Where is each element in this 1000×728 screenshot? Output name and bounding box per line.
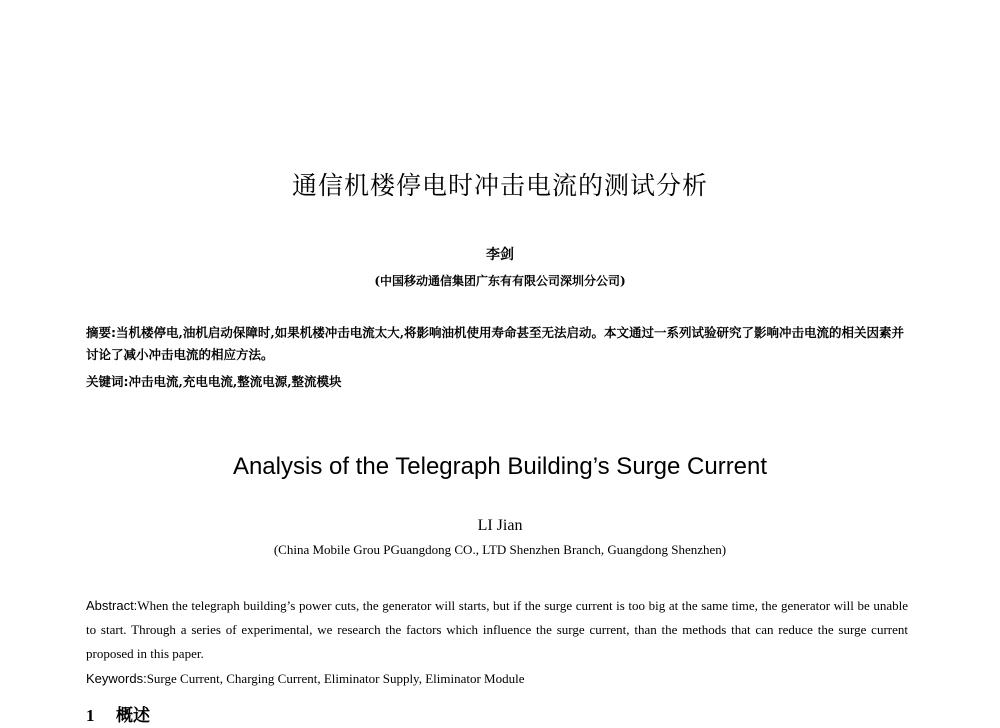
abstract-text-chinese: 当机楼停电,油机启动保障时,如果机楼冲击电流太大,将影响油机使用寿命甚至无法启动。本文通过一系列试验研究了影响冲击电流的相关因素并讨论了减小冲击电流的相应方法。 [86,325,905,362]
keywords-text-chinese: 冲击电流,充电电流,整流电源,整流模块 [128,374,342,389]
keywords-label-english: Keywords: [86,671,147,686]
author-affiliation-chinese: (中国移动通信集团广东有有限公司深圳分公司) [374,274,626,288]
abstract-english [86,594,908,666]
paper-title-english: Analysis of the Telegraph Building’s Surge Current [232,453,768,480]
keywords-text-english: Surge Current, Charging Current, Eliminator Supply, Eliminator Module [146,671,525,686]
paper-title-chinese: 通信机楼停电时冲击电流的测试分析 [291,171,708,200]
author-name-english: LI Jian [477,517,523,534]
author-name-chinese: 李剑 [486,247,514,263]
abstract-chinese [86,322,916,366]
section-heading [86,704,150,728]
abstract-text-english: When the telegraph building’s power cuts, the generator will starts, but if the surge current is too big at the same time, the generator will be unable to start. Through a series of experimental, we research the factors which influence the surge current, than the methods that can reduce the surge current proposed in this paper. [86,598,908,661]
section-title: 概述 [116,706,150,726]
abstract-label-chinese: 摘要: [86,325,116,340]
author-affiliation-english: (China Mobile Grou PGuangdong CO., LTD Shenzhen Branch, Guangdong Shenzhen) [273,542,727,557]
abstract-label-english: Abstract: [86,598,138,613]
keywords-label-chinese: 关键词: [86,374,129,389]
keywords-chinese [86,371,916,393]
keywords-english [86,667,908,691]
section-number: 1 [86,706,95,725]
